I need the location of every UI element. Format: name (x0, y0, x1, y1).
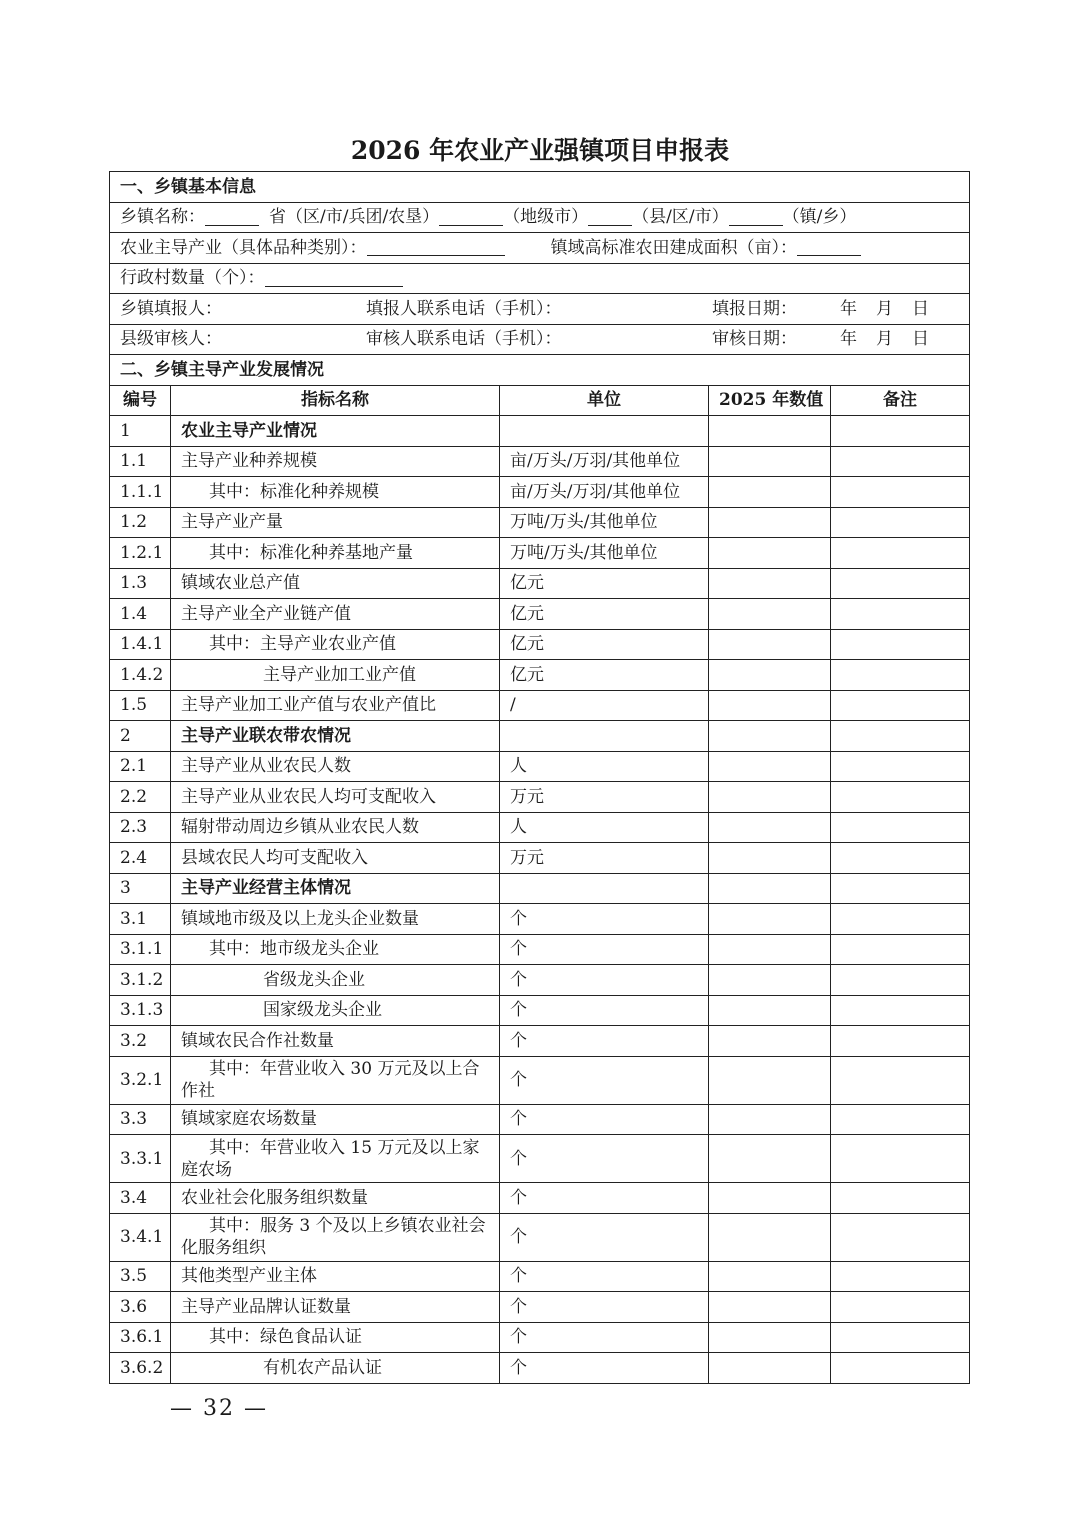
unit: 个 (500, 1213, 709, 1261)
indicator-name: 农业主导产业情况 (171, 416, 500, 447)
table-row (110, 599, 970, 630)
table-row (110, 965, 970, 996)
indicator-name: 其中：绿色食品认证 (171, 1322, 500, 1353)
value-2025-cell[interactable] (709, 446, 831, 477)
remarks-cell[interactable] (831, 1322, 970, 1353)
remarks-cell[interactable] (831, 1056, 970, 1104)
indicator-name: 辐射带动周边乡镇从业农民人数 (171, 812, 500, 843)
farmland-area-field[interactable] (797, 239, 861, 256)
filler-label: 乡镇填报人： (120, 298, 222, 319)
unit (500, 721, 709, 752)
indicator-name: 其中：主导产业农业产值 (171, 629, 500, 660)
row-number: 2.4 (110, 843, 171, 874)
table-row (110, 1104, 970, 1135)
unit: 万吨/万头/其他单位 (500, 507, 709, 538)
remarks-cell[interactable] (831, 934, 970, 965)
value-2025-cell[interactable] (709, 660, 831, 691)
remarks-cell[interactable] (831, 477, 970, 508)
county-field[interactable] (588, 209, 632, 226)
unit: 亩/万头/万羽/其他单位 (500, 446, 709, 477)
table-row (110, 934, 970, 965)
table-row (110, 1183, 970, 1214)
table-row (110, 1353, 970, 1384)
value-2025-cell[interactable] (709, 751, 831, 782)
value-2025-cell[interactable] (709, 1135, 831, 1183)
value-2025-cell[interactable] (709, 934, 831, 965)
remarks-cell[interactable] (831, 1026, 970, 1057)
value-2025-cell (709, 416, 831, 447)
remarks-cell[interactable] (831, 782, 970, 813)
remarks-cell[interactable] (831, 1213, 970, 1261)
unit: 人 (500, 812, 709, 843)
table-row (110, 1292, 970, 1323)
town-name-row (110, 202, 970, 233)
indicator-name: 镇域农业总产值 (171, 568, 500, 599)
filler-day: 日 (912, 298, 929, 319)
table-row (110, 568, 970, 599)
unit: 个 (500, 1183, 709, 1214)
category-row (110, 873, 970, 904)
value-2025-cell[interactable] (709, 568, 831, 599)
city-label: （地级市） (503, 207, 589, 228)
industry-row (110, 233, 970, 264)
row-number: 1.1 (110, 446, 171, 477)
table-row (110, 660, 970, 691)
unit: 亿元 (500, 568, 709, 599)
value-2025-cell[interactable] (709, 1353, 831, 1384)
row-number: 1.2 (110, 507, 171, 538)
row-number: 2.3 (110, 812, 171, 843)
filler-date-label: 填报日期： (712, 298, 797, 319)
remarks-cell[interactable] (831, 568, 970, 599)
row-number: 3.3 (110, 1104, 171, 1135)
unit: 万元 (500, 843, 709, 874)
row-number: 3.4.1 (110, 1213, 171, 1261)
table-row (110, 538, 970, 569)
table-row (110, 843, 970, 874)
row-number: 3.6.2 (110, 1353, 171, 1384)
value-2025-cell[interactable] (709, 477, 831, 508)
row-number: 1.5 (110, 690, 171, 721)
remarks-cell[interactable] (831, 1261, 970, 1292)
town-label: （镇/乡） (782, 207, 857, 228)
remarks-cell[interactable] (831, 843, 970, 874)
row-number: 3.5 (110, 1261, 171, 1292)
indicator-name: 其中：标准化种养基地产量 (171, 538, 500, 569)
row-number: 1.4 (110, 599, 171, 630)
row-number: 1.4.1 (110, 629, 171, 660)
remarks-cell[interactable] (831, 1353, 970, 1384)
remarks-cell[interactable] (831, 812, 970, 843)
villages-label: 行政村数量（个）： (120, 268, 265, 289)
section1-heading: 一、乡镇基本信息 (110, 172, 970, 203)
value-2025-cell[interactable] (709, 782, 831, 813)
town-name-field[interactable] (205, 209, 259, 226)
remarks-cell[interactable] (831, 599, 970, 630)
province-label: 省（区/市/兵团/农垦） (269, 207, 440, 228)
remarks-cell (831, 416, 970, 447)
reviewer-year: 年 (840, 329, 857, 350)
town-name-label: 乡镇名称： (120, 207, 205, 228)
row-number: 3.1.3 (110, 995, 171, 1026)
column-header-remarks: 备注 (831, 385, 970, 416)
unit: / (500, 690, 709, 721)
indicator-name: 县域农民人均可支配收入 (171, 843, 500, 874)
remarks-cell[interactable] (831, 660, 970, 691)
value-2025-cell[interactable] (709, 1056, 831, 1104)
indicator-name: 主导产业联农带农情况 (171, 721, 500, 752)
filler-month: 月 (876, 298, 893, 319)
value-2025-cell (709, 721, 831, 752)
table-row (110, 477, 970, 508)
remarks-cell[interactable] (831, 690, 970, 721)
indicator-name: 主导产业从业农民人数 (171, 751, 500, 782)
reviewer-month: 月 (876, 329, 893, 350)
remarks-cell[interactable] (831, 904, 970, 935)
table-row (110, 995, 970, 1026)
indicator-name: 主导产业从业农民人均可支配收入 (171, 782, 500, 813)
row-number: 1.4.2 (110, 660, 171, 691)
unit: 万吨/万头/其他单位 (500, 538, 709, 569)
villages-row (110, 263, 970, 294)
remarks-cell[interactable] (831, 1135, 970, 1183)
indicator-name: 主导产业品牌认证数量 (171, 1292, 500, 1323)
row-number: 3.2.1 (110, 1056, 171, 1104)
unit: 个 (500, 965, 709, 996)
remarks-cell[interactable] (831, 1104, 970, 1135)
category-row (110, 416, 970, 447)
row-number: 3.6 (110, 1292, 171, 1323)
value-2025-cell[interactable] (709, 904, 831, 935)
unit: 个 (500, 1135, 709, 1183)
row-number: 3.4 (110, 1183, 171, 1214)
value-2025-cell[interactable] (709, 629, 831, 660)
value-2025-cell[interactable] (709, 812, 831, 843)
filler-year: 年 (840, 298, 857, 319)
indicator-name: 其他类型产业主体 (171, 1261, 500, 1292)
reviewer-date-label: 审核日期： (712, 329, 797, 350)
indicator-name: 其中：年营业收入 15 万元及以上家庭农场 (171, 1135, 500, 1183)
city-field[interactable] (439, 209, 503, 226)
indicator-name: 主导产业加工业产值与农业产值比 (171, 690, 500, 721)
indicator-name: 主导产业产量 (171, 507, 500, 538)
section2-heading: 二、乡镇主导产业发展情况 (110, 355, 970, 386)
value-2025-cell[interactable] (709, 690, 831, 721)
value-2025-cell[interactable] (709, 1213, 831, 1261)
table-row (110, 507, 970, 538)
row-number: 3.3.1 (110, 1135, 171, 1183)
row-number: 3.1.1 (110, 934, 171, 965)
indicator-name: 主导产业经营主体情况 (171, 873, 500, 904)
table-row (110, 1026, 970, 1057)
row-number: 1 (110, 416, 171, 447)
table-row (110, 629, 970, 660)
remarks-cell[interactable] (831, 995, 970, 1026)
indicator-name: 镇域地市级及以上龙头企业数量 (171, 904, 500, 935)
table-row (110, 751, 970, 782)
value-2025-cell[interactable] (709, 1322, 831, 1353)
unit: 人 (500, 751, 709, 782)
page-title: 2026 年农业产业强镇项目申报表 (350, 136, 730, 165)
remarks-cell[interactable] (831, 965, 970, 996)
value-2025-cell[interactable] (709, 1026, 831, 1057)
remarks-cell[interactable] (831, 446, 970, 477)
row-number: 3 (110, 873, 171, 904)
unit: 个 (500, 1056, 709, 1104)
column-header-indicator: 指标名称 (171, 385, 500, 416)
row-number: 1.1.1 (110, 477, 171, 508)
town-field[interactable] (729, 209, 783, 226)
table-row (110, 782, 970, 813)
value-2025-cell[interactable] (709, 538, 831, 569)
column-header-row (110, 385, 970, 416)
row-number: 1.2.1 (110, 538, 171, 569)
table-row (110, 1322, 970, 1353)
table-row (110, 1135, 970, 1183)
value-2025-cell[interactable] (709, 599, 831, 630)
indicator-name: 有机农产品认证 (171, 1353, 500, 1384)
table-row (110, 1056, 970, 1104)
filler-row (110, 294, 970, 325)
table-row (110, 812, 970, 843)
indicator-name: 镇域农民合作社数量 (171, 1026, 500, 1057)
unit: 个 (500, 1026, 709, 1057)
row-number: 2.2 (110, 782, 171, 813)
category-row (110, 721, 970, 752)
value-2025-cell[interactable] (709, 965, 831, 996)
column-header-number: 编号 (110, 385, 171, 416)
unit: 万元 (500, 782, 709, 813)
remarks-cell[interactable] (831, 1183, 970, 1214)
value-2025-cell[interactable] (709, 507, 831, 538)
remarks-cell (831, 873, 970, 904)
farmland-area-label: 镇域高标准农田建成面积（亩）： (550, 237, 797, 258)
remarks-cell[interactable] (831, 507, 970, 538)
unit (500, 416, 709, 447)
unit: 个 (500, 1292, 709, 1323)
value-2025-cell (709, 873, 831, 904)
indicator-name: 镇域家庭农场数量 (171, 1104, 500, 1135)
unit: 个 (500, 1322, 709, 1353)
value-2025-cell[interactable] (709, 1183, 831, 1214)
unit: 个 (500, 934, 709, 965)
reviewer-label: 县级审核人： (120, 329, 222, 350)
row-number: 2.1 (110, 751, 171, 782)
table-row (110, 1213, 970, 1261)
indicator-name: 主导产业加工业产值 (171, 660, 500, 691)
table-row (110, 446, 970, 477)
column-header-value: 2025 年数值 (709, 385, 831, 416)
remarks-cell[interactable] (831, 629, 970, 660)
table-row (110, 1261, 970, 1292)
county-label: （县/区/市） (632, 207, 729, 228)
reviewer-phone-label: 审核人联系电话（手机）： (366, 329, 562, 350)
unit: 亩/万头/万羽/其他单位 (500, 477, 709, 508)
remarks-cell[interactable] (831, 751, 970, 782)
unit: 个 (500, 1261, 709, 1292)
table-row (110, 690, 970, 721)
indicator-name: 国家级龙头企业 (171, 995, 500, 1026)
value-2025-cell[interactable] (709, 1292, 831, 1323)
row-number: 3.2 (110, 1026, 171, 1057)
row-number: 3.6.1 (110, 1322, 171, 1353)
value-2025-cell[interactable] (709, 1104, 831, 1135)
indicator-name: 其中：年营业收入 30 万元及以上合作社 (171, 1056, 500, 1104)
remarks-cell[interactable] (831, 1292, 970, 1323)
villages-field[interactable] (265, 270, 403, 287)
main-industry-field[interactable] (367, 239, 505, 256)
application-form-table (109, 171, 970, 1384)
row-number: 3.1 (110, 904, 171, 935)
unit: 亿元 (500, 629, 709, 660)
table-row (110, 904, 970, 935)
unit: 亿元 (500, 599, 709, 630)
indicator-name: 其中：服务 3 个及以上乡镇农业社会化服务组织 (171, 1213, 500, 1261)
reviewer-day: 日 (912, 329, 929, 350)
unit: 个 (500, 1104, 709, 1135)
value-2025-cell[interactable] (709, 843, 831, 874)
page-number: — 32 — (170, 1396, 268, 1421)
value-2025-cell[interactable] (709, 1261, 831, 1292)
unit: 个 (500, 904, 709, 935)
row-number: 2 (110, 721, 171, 752)
indicator-name: 农业社会化服务组织数量 (171, 1183, 500, 1214)
indicator-name: 其中：地市级龙头企业 (171, 934, 500, 965)
unit (500, 873, 709, 904)
remarks-cell (831, 721, 970, 752)
indicator-name: 主导产业全产业链产值 (171, 599, 500, 630)
indicator-name: 省级龙头企业 (171, 965, 500, 996)
remarks-cell[interactable] (831, 538, 970, 569)
unit: 亿元 (500, 660, 709, 691)
value-2025-cell[interactable] (709, 995, 831, 1026)
indicator-name: 其中：标准化种养规模 (171, 477, 500, 508)
reviewer-row (110, 324, 970, 355)
unit: 个 (500, 995, 709, 1026)
unit: 个 (500, 1353, 709, 1384)
filler-phone-label: 填报人联系电话（手机）： (366, 298, 562, 319)
indicator-name: 主导产业种养规模 (171, 446, 500, 477)
main-industry-label: 农业主导产业（具体品种类别）： (120, 237, 367, 258)
row-number: 3.1.2 (110, 965, 171, 996)
row-number: 1.3 (110, 568, 171, 599)
column-header-unit: 单位 (500, 385, 709, 416)
